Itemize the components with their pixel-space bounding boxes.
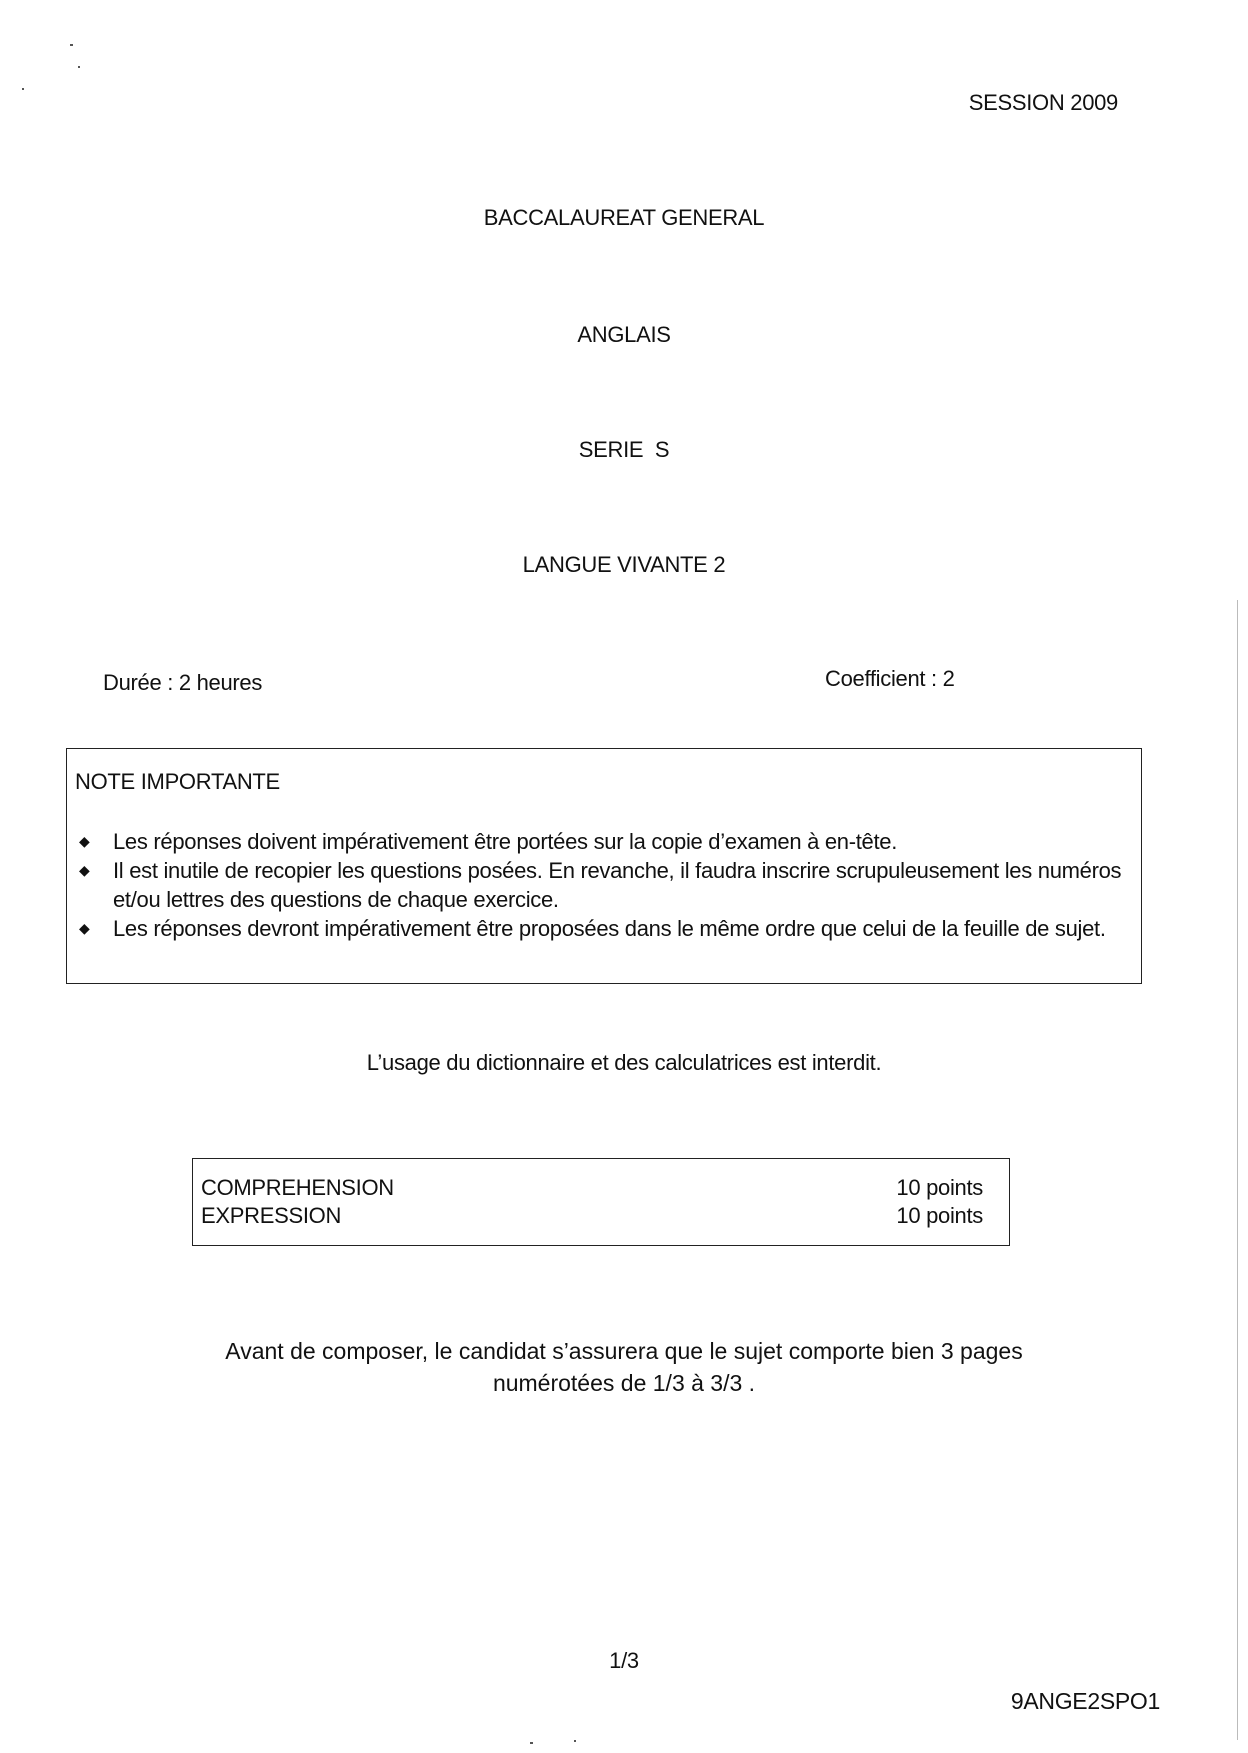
pages-check-line-2: numérotées de 1/3 à 3/3 . — [492, 1370, 756, 1396]
points-row-value: 10 points — [896, 1175, 983, 1200]
points-row-value: 10 points — [896, 1203, 983, 1228]
note-item-text: Les réponses devront impérativement être proposées dans le même ordre que celui de la feuille de sujet. — [113, 916, 1106, 941]
coefficient-label: Coefficient : 2 — [825, 666, 955, 691]
note-item-text: Les réponses doivent impérativement être portées sur la copie d’examen à en-tête. — [113, 829, 898, 854]
note-title: NOTE IMPORTANTE — [75, 769, 280, 794]
pages-check-notice — [0, 1335, 1248, 1399]
note-item — [75, 856, 1135, 914]
exam-code: 9ANGE2SPO1 — [1010, 1688, 1160, 1714]
page-number: 1/3 — [609, 1648, 639, 1673]
session-year: SESSION 2009 — [968, 90, 1118, 115]
pages-check-line-1: Avant de composer, le candidat s’assurera que le sujet comporte bien 3 pages — [225, 1338, 1023, 1364]
scan-speck — [574, 1740, 576, 1742]
points-row-label: COMPREHENSION — [201, 1175, 394, 1200]
diamond-bullet-icon: ◆ — [79, 833, 90, 849]
langue-label: LANGUE VIVANTE 2 — [522, 552, 726, 577]
note-item-text: Il est inutile de recopier les questions posées. En revanche, il faudra inscrire scrupuleusement les numéros et/ou lettres des questions de chaque exercice. — [113, 858, 1122, 912]
points-row — [201, 1203, 983, 1231]
important-note-box — [66, 748, 1142, 984]
scan-speck — [78, 66, 80, 68]
diamond-bullet-icon: ◆ — [79, 862, 90, 878]
scan-speck — [22, 88, 24, 90]
points-row-label: EXPRESSION — [201, 1203, 342, 1228]
subject-title: ANGLAIS — [577, 322, 671, 347]
diamond-bullet-icon: ◆ — [79, 920, 90, 936]
duration-label: Durée : 2 heures — [103, 670, 263, 695]
exam-title: BACCALAUREAT GENERAL — [483, 205, 765, 230]
scan-edge-line — [1237, 600, 1238, 1740]
scan-speck — [70, 44, 73, 46]
usage-notice: L’usage du dictionnaire et des calculatrices est interdit. — [366, 1050, 882, 1075]
note-list — [75, 827, 1135, 943]
note-item — [75, 827, 1135, 856]
scan-speck — [530, 1742, 533, 1744]
points-box — [192, 1158, 1010, 1246]
note-item — [75, 914, 1135, 943]
serie-label: SERIE S — [578, 437, 670, 462]
points-row — [201, 1175, 983, 1203]
